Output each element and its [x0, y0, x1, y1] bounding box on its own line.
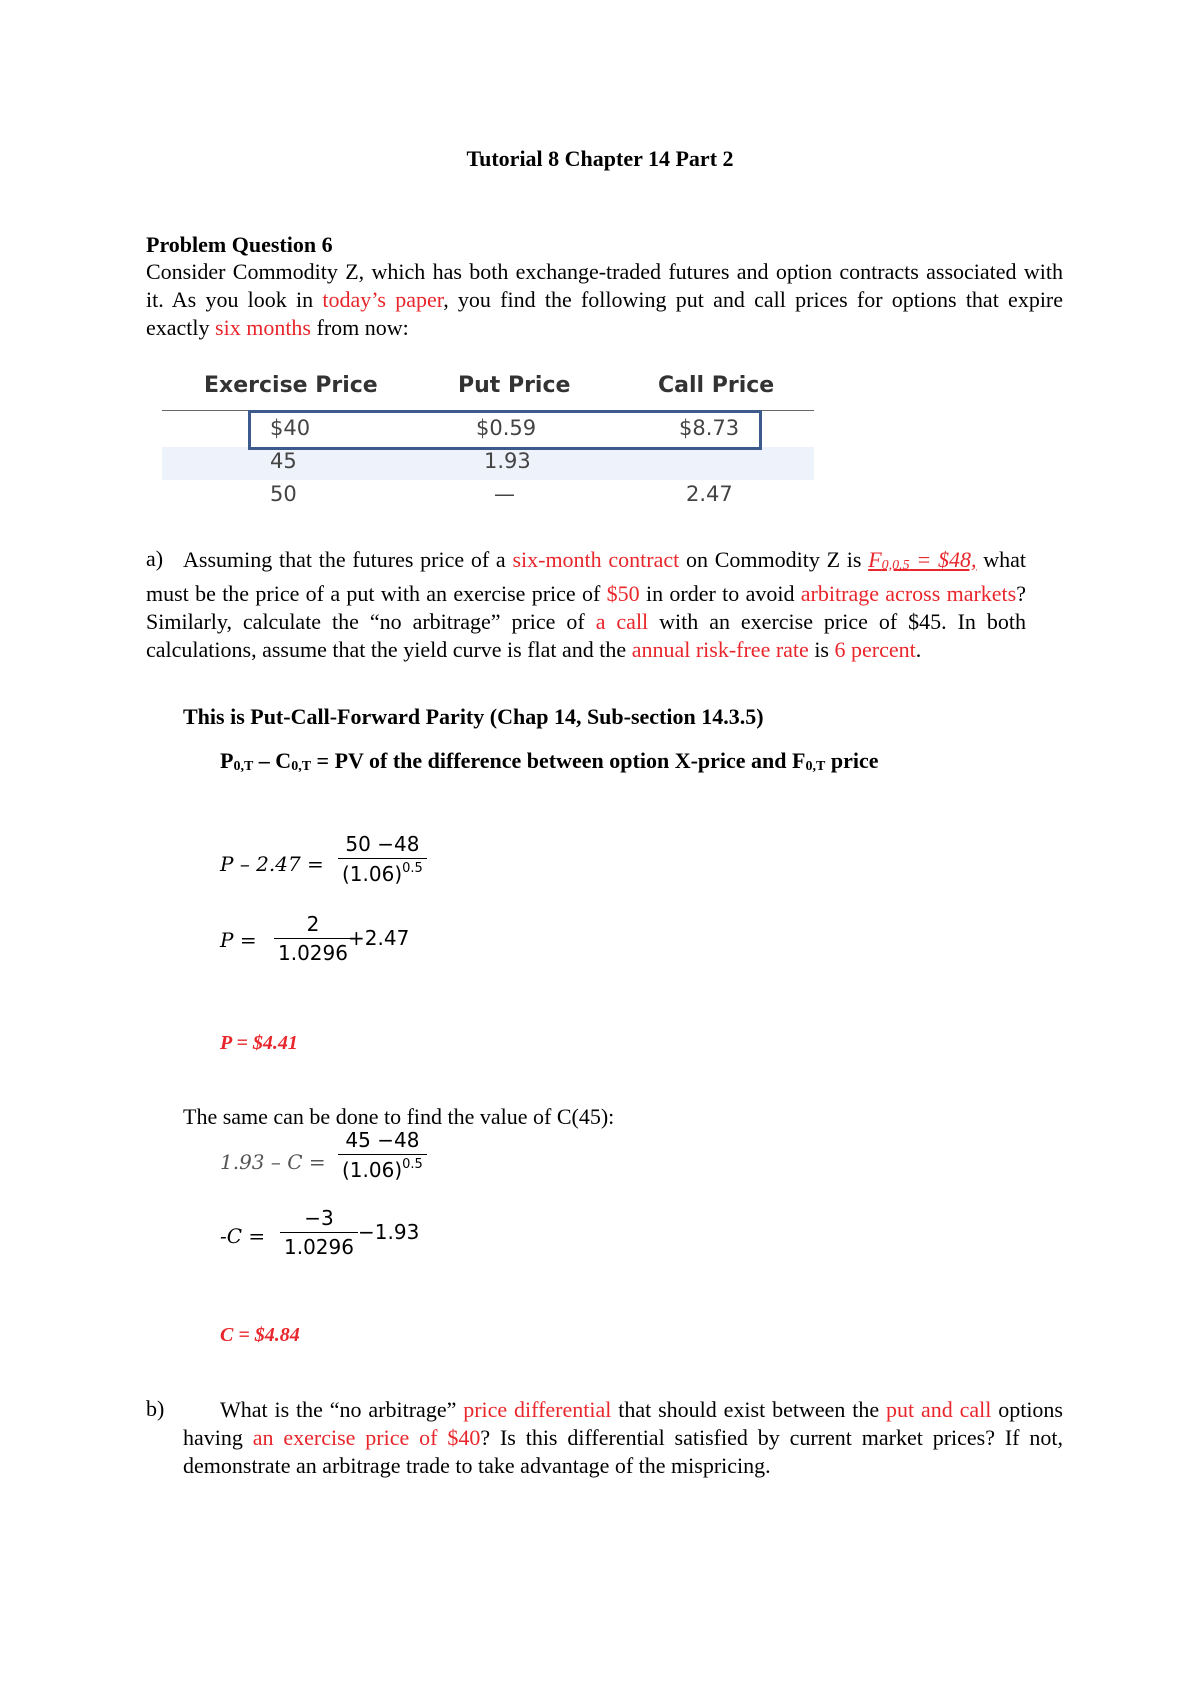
problem-heading: Problem Question 6 — [146, 232, 333, 257]
eq4-denominator: 1.0296 — [280, 1232, 358, 1259]
eq3-numerator: 45 −48 — [345, 1128, 420, 1152]
part-a-question: Assuming that the futures price of a six-month contract on Commodity Z is F0,0.5 = $48, what must be the price of a put with an exercise price of $50 in order to avoid arbitrage across markets? Similarly, calculate the “no arbitrage” price of a call with an exercise price of $45. In both calculations, assume that the yield curve is flat and the annual risk-free rate is 6 percent. — [146, 547, 1026, 662]
eq1-denominator: $(1.06)^{0.5}$ — [338, 858, 427, 886]
eq1-lhs: P – 2.47 = — [220, 852, 324, 876]
eq3-denominator: $(1.06)^{0.5}$ — [338, 1154, 427, 1182]
eq2-lhs: P = — [220, 928, 257, 952]
page-title: Tutorial 8 Chapter 14 Part 2 — [466, 146, 734, 171]
option-price-table — [162, 373, 814, 506]
table-cell: 2.47 — [686, 482, 733, 506]
eq2-fraction — [274, 912, 352, 965]
eq4-lhs: -C = — [220, 1224, 266, 1248]
eq2-tail: +2.47 — [348, 926, 410, 950]
table-cell: $40 — [270, 416, 311, 440]
table-cell: 1.93 — [484, 449, 531, 473]
eq1-numerator: 50 −48 — [345, 832, 420, 856]
table-cell: 50 — [270, 482, 297, 506]
header-call-price: Call Price — [658, 373, 775, 398]
parity-title: This is Put-Call-Forward Parity (Chap 14, Sub-section 14.3.5) — [183, 704, 764, 729]
result-put: P = $4.41 — [220, 1032, 298, 1054]
eq1-fraction — [338, 832, 427, 886]
eq4-fraction — [280, 1206, 358, 1259]
eq3-lhs: 1.93 – C = — [220, 1150, 326, 1174]
same-text: The same can be done to find the value of C(45): — [183, 1104, 615, 1129]
table-cell: — — [494, 482, 515, 506]
part-b-label: b) — [146, 1396, 165, 1421]
table-cell: $0.59 — [476, 416, 537, 440]
eq4-tail: −1.93 — [358, 1220, 420, 1244]
header-exercise-price: Exercise Price — [204, 373, 378, 398]
eq2-numerator: 2 — [306, 912, 320, 936]
eq3-fraction — [338, 1128, 427, 1182]
header-put-price: Put Price — [458, 373, 571, 398]
part-a-label: a) — [146, 546, 164, 571]
highlight-box — [248, 410, 762, 450]
table-cell: 45 — [270, 449, 297, 473]
part-b-question: What is the “no arbitrage” price differential that should exist between the put and call options having an exercise price of $40? Is this differential satisfied by current market prices? If not, demonstrate an arbitrage trade to take advantage of the mispricing. — [183, 1397, 1063, 1478]
table-cell: $8.73 — [679, 416, 740, 440]
eq2-denominator: 1.0296 — [274, 938, 352, 965]
eq4-numerator: −3 — [304, 1206, 334, 1230]
problem-intro: Consider Commodity Z, which has both exchange-traded futures and option contracts associated with it. As you look in today’s paper, you find the following put and call prices for options that expire exactly six months from now: — [146, 259, 1064, 340]
parity-formula: P0,T – C0,T = PV of the difference between option X-price and F0,T price — [220, 748, 879, 774]
result-call: C = $4.84 — [220, 1324, 300, 1346]
